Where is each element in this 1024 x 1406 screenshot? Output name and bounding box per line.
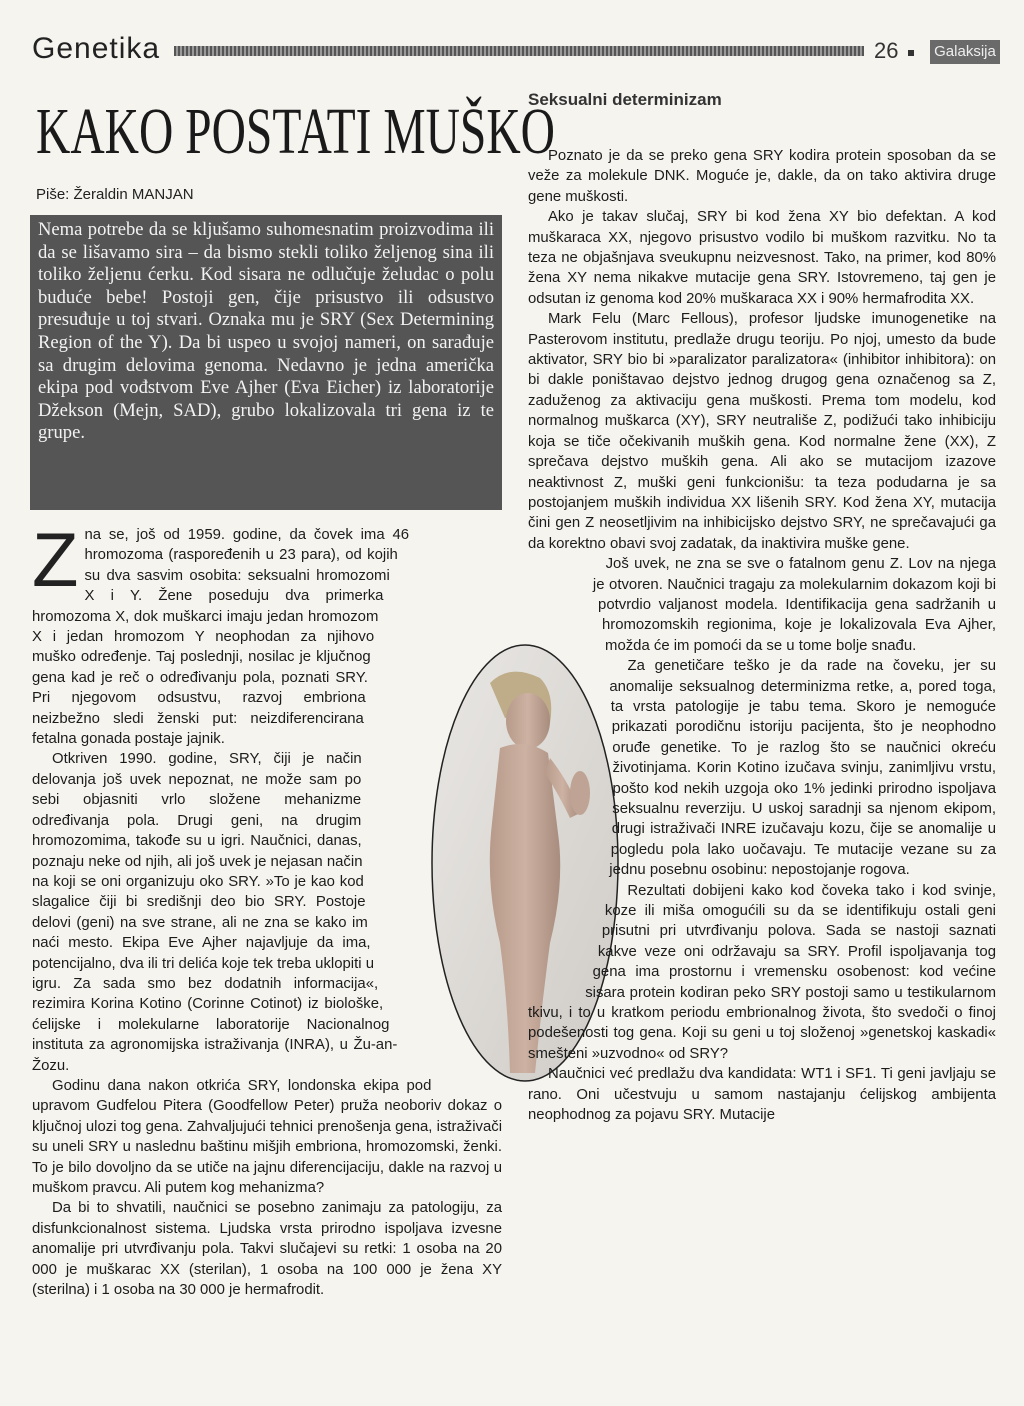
- drop-cap: Z: [32, 518, 79, 603]
- paragraph: Rezultati dobijeni kako kod čoveka tako i kod svinje, koze ili miša omogućili su da se identifikuju ostali geni prisutni pri utvrđivanju polova. Sada se nastoji saznati kakve veze oni održavaju sa SRY. Profil ispoljavanja tog gena ima prostornu i vremensku osobenost: kod većine sisara protein kodiran peko SRY postoji samo u testikularnom tkivu, i to u kratkom periodu embrionalnog života, što svedoči o finoj podešenosti tog gena. Koji su geni u toj složenoj »genetskoj kaskadi« smešteni »uzvodno« od SRY?: [528, 882, 996, 1062]
- lead-box: [30, 215, 502, 510]
- byline: Piše: Žeraldin MANJAN: [36, 186, 194, 203]
- paragraph: Još uvek, ne zna se sve o fatalnom genu Z. Lov na njega je otvoren. Naučnici tragaju za molekularnim dokazom koji bi potvrdio valjanost modela. Identifikacija gena sadržanih u hromozomskih regionima, koje je lokalizovala Eva Ajher, možda će im pomoći da se u tome bolje snađu.: [592, 556, 996, 654]
- article-title: KAKO POSTATI MUŠKO: [36, 95, 555, 168]
- paragraph: Da bi to shvatili, naučnici se posebno zanimaju za patologiju, za disfunkcionalnost sistema. Ljudska vrsta prirodno ispoljava izvesne anomalije pri utvrđivanju pola. Takvi slučajevi su retki: 1 osoba na 20 000 je muškarac XX (sterilan), 1 osoba na 100 000 je žena XY (sterilna) i 1 osoba na 30 000 je hermafrodit.: [32, 1200, 502, 1299]
- separator-square: [908, 50, 914, 56]
- header-rule: [174, 46, 864, 56]
- paragraph: Otkriven 1990. godine, SRY, čiji je način delovanja još uvek nepoznat, ne može sam po sebi objasniti vrlo složene mehanizme određivanja pola. Drugi geni, na drugim hromozomima, takođe su u igri. Naučnici, danas, poznaju neke od njih, ali još uvek je nejasan način na koji se oni organizuju oko SRY. »To je kao kod slagalice čiji bi središnji deo bio SRY. Postoje delovi (geni) na sve strane, ali ne zna se kako im naći mesto. Ekipa Eve Ajher najavljuje da ima, potencijalno, dva ili tri delića koje tek treba uklopiti u igru. Za sada smo bez dodatnih informacija«, rezimira Korina Kotino (Corinne Cotinot) iz biološke, ćelijske i molekularne laboratorije Nacionalnog instituta za agronomijska istraživanja (INRA), u Žu-an-Žozu.: [32, 751, 398, 1074]
- subheading: Seksualni determinizam: [528, 90, 722, 109]
- paragraph: Zna se, još od 1959. godine, da čovek ima 46 hromozoma (raspoređenih u 23 para), od kojih su dva sasvim osobita: seksualni hromozomi X i Y. Žene poseduju dva primerka hromozoma X, dok muškarci imaju jedan hromozom X i jedan hromozom Y neophodan za njihovo muško određenje. Taj poslednji, nosilac je ključnog gena kad je reč o određivanju pola, poznati SRY. Pri njegovom odsustvu, razvoj embriona neizbežno sledi ženski put: neizdiferencirana fetalna gonada postaje jajnik.: [32, 518, 410, 748]
- paragraph: Godinu dana nakon otkrića SRY, londonska ekipa pod upravom Gudfelou Pitera (Goodfellow Peter) pruža neoboriv dokaz o ključnoj ulozi tog gena. Zahvaljujući tehnici prenošenja gena, istraživači su uneli SRY u naslednu baštinu mišjih embriona, hromozomski, ženki. To je bilo dovoljno da se utiče na jajnu diferencijaciju, dakle na razvoj u muškom pravcu. Ali putem kog mehanizma?: [32, 1077, 502, 1196]
- right-column: [528, 90, 996, 1126]
- paragraph: Za genetičare teško je da rade na čoveku, jer su anomalije seksualnog determinizma retke, a, pored toga, ta vrsta patologije je tabu tema. Skoro je nemoguće prikazati porodičnu istoriju pacijenta, što je neophodno oruđe genetike. To je razlog što se naučnici okreću životinjama. Korin Kotino izučava svinju, zanimljivu vrstu, pošto kod nekih uzgoja oko 1% jedinki prirodno ispoljava seksualnu reverziju. U uskoj saradnji sa njenom ekipom, drugi istraživači INRE izučavaju kozu, čije se anomalije u pogledu pola lako uočavaju. Te mutacije vezane su za jednu posebnu osobinu: nepostojanje rogova.: [609, 658, 996, 879]
- paragraph: Mark Felu (Marc Fellous), profesor ljudske imunogenetike na Pasterovom institutu, predlaže drugu teoriju. Po njoj, umesto da bude aktivator, SRY bio bi »paralizator paralizatora« (inhibitor inhibitora): on bi dakle poništavao dejstvo jednog drugog gena označenog sa Z, zaduženog za aktivaciju gena muškosti. Prema tom modelu, kod normalnog muškarca (XY), SRY neutrališe Z, podižući tako inhibiciju koja se tiče očekivanih muških gena. Kod normalne žene (XX), Z sprečava dejstvo muških gena. Ali ako se mutacijom izazove neaktivnost Z, muški geni funkcionišu: ta teza podudarna je sa postojanjem muških individua XX lišenih SRY. Kod žena XY, mutacija čini gen Z neosetljivim na inhibicijsko dejstvo SRY, ne sprečavajući ga da korektno obavi svoj zadatak, da inaktivira muške gene.: [528, 311, 996, 552]
- paragraph: Naučnici već predlažu dva kandidata: WT1 i SF1. Ti geni javljaju se rano. Oni učestvuju u samom nastajanju ćelijskog ambijenta neophodnog za pojavu SRY. Mutacije: [528, 1066, 996, 1124]
- page-number: 26: [874, 38, 899, 63]
- magazine-badge: Galaksija: [930, 40, 1000, 64]
- page-header: [32, 28, 1000, 68]
- section-title: Genetika: [32, 32, 161, 65]
- paragraph: Ako je takav slučaj, SRY bi kod žena XY bio defektan. A kod muškaraca XX, njegovo prisustvo vodilo bi muškom razvitku. No ta teza ne objašnjava sveukupnu neizvesnost. Tako, na primer, kod 80% žena XY nema nikakve mutacije gena SRY. Istovremeno, taj gen je odsutan iz genoma kod 20% muškaraca XX i 90% hermafrodita XX.: [528, 209, 996, 307]
- paragraph: Poznato je da se preko gena SRY kodira protein sposoban da se veže za molekule DNK. Moguće je, dakle, da on tako aktivira druge gene muškosti.: [528, 148, 996, 205]
- lead-text: Nema potrebe da se kljušamo suhomesnatim proizvodima ili da se lišavamo sira – da bismo stekli toliko željenog sina ili toliko željenu ćerku. Kod sisara ne odlučuje želudac o polu buduće bebe! Postoji gen, čije prisustvo ili odsustvo presuđuje u toj stvari. Oznaka mu je SRY (Sex Determining Region of the Y). Da bi uspeo u svojoj nameri, on sarađuje sa drugim delovima genoma. Nedavno je jedna američka ekipa pod vođstvom Eve Ajher (Eva Eicher) iz laboratorije Džekson (Mejn, SAD), grubo lokalizovala tri gena iz te grupe.: [38, 219, 494, 444]
